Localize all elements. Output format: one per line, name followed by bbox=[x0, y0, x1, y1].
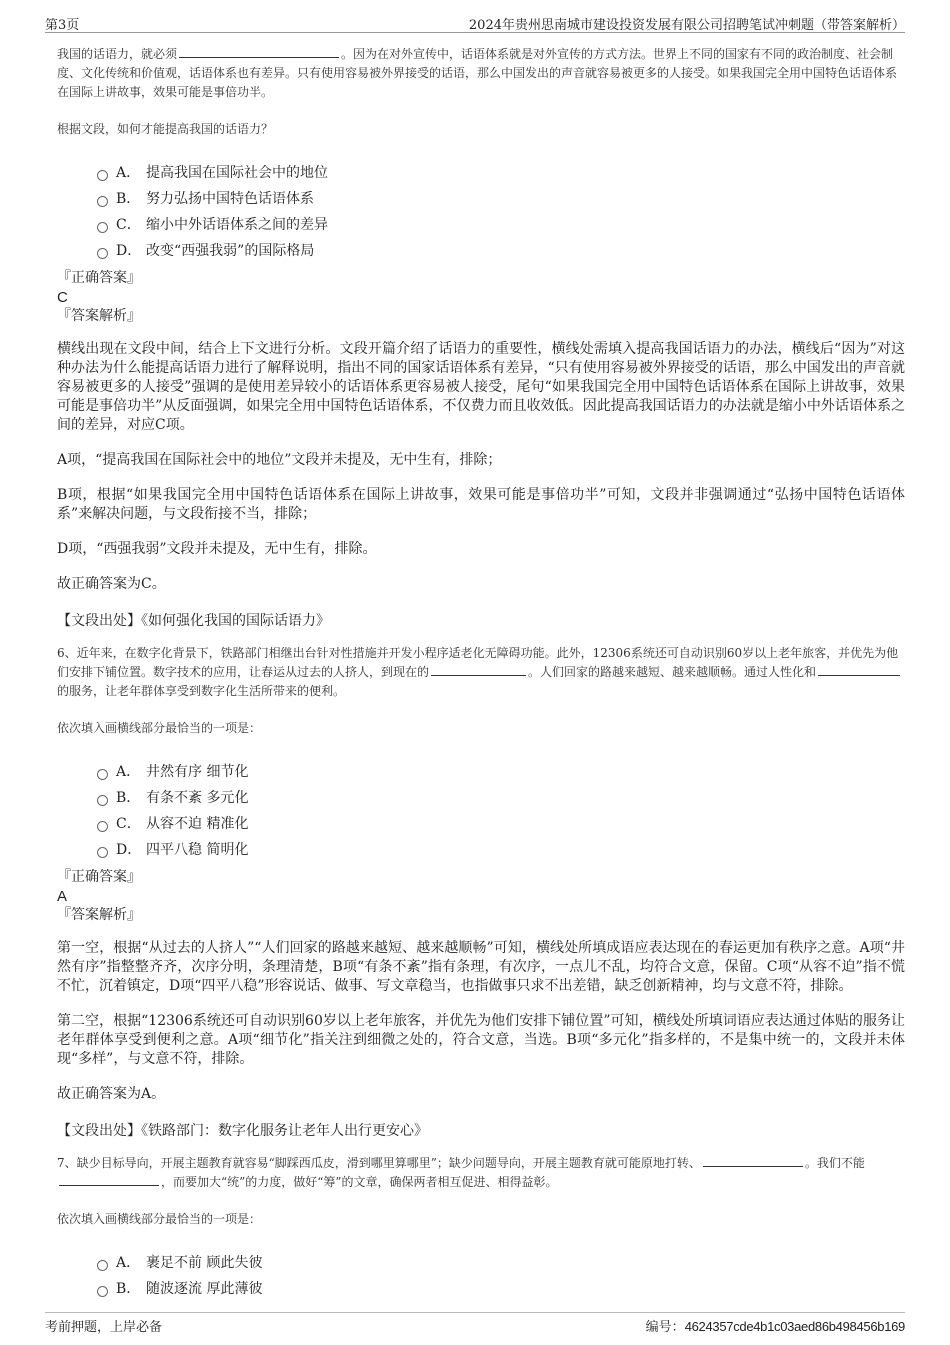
q5-blank bbox=[179, 45, 339, 58]
analysis-paragraph: 第一空，根据“从过去的人挤人”“人们回家的路越来越短、越来越顺畅”可知，横线处所填成语应表达现在的春运更加有秩序之意。A项“井然有序”指整整齐齐，次序分明，条理清楚，B项“有条不紊”指有条理，有次序，一点儿不乱，均符合文意，保留。C项“从容不迫”指不慌不忙，沉着镇定，D项“四平八稳”形容说话、做事、写文章稳当，也指做事只求不出差错，缺乏创新精神，均与文意不符，排除。 bbox=[57, 940, 905, 994]
q5-option-a[interactable] bbox=[97, 159, 905, 185]
page-number: 第3页 bbox=[45, 18, 80, 33]
q7-passage-part-b: 。我们不能 bbox=[804, 1156, 865, 1170]
q5-passage-part-b: 。因为在对外宣传中，话语体系就是对外宣传的方式方法。世界上不同的国家有不同的政治制度、社会制度、文化传统和价值观，话语体系也有差异。只有使用容易被外界接受的话语，那么中国发出的声音就容易被更多的人接受。如果我国完全用中国特色话语体系在国际上讲故事，效果可能是事倍功半。 bbox=[57, 47, 898, 99]
page-footer bbox=[45, 1312, 905, 1335]
q6-source: 【文段出处】《铁路部门：数字化服务让老年人出行更安心》 bbox=[57, 1123, 428, 1139]
q6-passage bbox=[57, 644, 905, 701]
q5-answer: C bbox=[57, 289, 68, 306]
option-letter: B． bbox=[116, 191, 141, 207]
q7-options bbox=[97, 1249, 905, 1301]
q6-blank-2 bbox=[818, 663, 900, 676]
radio-icon[interactable] bbox=[97, 795, 108, 806]
q5-source: 【文段出处】《如何强化我国的国际话语力》 bbox=[57, 613, 330, 629]
option-text: 有条不紊 多元化 bbox=[146, 790, 249, 806]
document-title: 2024年贵州思南城市建设投资发展有限公司招聘笔试冲刺题（带答案解析） bbox=[468, 18, 905, 33]
q6-analysis-label: 『答案解析』 bbox=[57, 907, 141, 923]
radio-icon[interactable] bbox=[97, 170, 108, 181]
q6-answer-label: 『正确答案』 bbox=[57, 869, 141, 885]
q6-option-c[interactable] bbox=[97, 810, 905, 836]
option-letter: A． bbox=[116, 764, 141, 780]
option-letter: B． bbox=[116, 1281, 141, 1297]
q5-prompt: 根据文段，如何才能提高我国的话语力？ bbox=[57, 122, 274, 136]
footer-code bbox=[646, 1316, 905, 1335]
q5-options bbox=[97, 159, 905, 263]
radio-icon[interactable] bbox=[97, 769, 108, 780]
q5-passage bbox=[57, 45, 905, 102]
q6-options bbox=[97, 758, 905, 862]
analysis-paragraph: D项，“西强我弱”文段并未提及，无中生有，排除。 bbox=[57, 541, 377, 557]
q7-passage bbox=[57, 1154, 905, 1192]
option-text: 提高我国在国际社会中的地位 bbox=[146, 165, 328, 181]
q7-option-a[interactable] bbox=[97, 1249, 905, 1275]
radio-icon[interactable] bbox=[97, 196, 108, 207]
page-header bbox=[45, 12, 905, 33]
radio-icon[interactable] bbox=[97, 821, 108, 832]
q7-prompt: 依次填入画横线部分最恰当的一项是： bbox=[57, 1212, 262, 1226]
footer-slogan: 考前押题，上岸必备 bbox=[45, 1320, 163, 1335]
option-letter: B． bbox=[116, 790, 141, 806]
radio-icon[interactable] bbox=[97, 248, 108, 259]
radio-icon[interactable] bbox=[97, 1260, 108, 1271]
q6-prompt: 依次填入画横线部分最恰当的一项是： bbox=[57, 721, 262, 735]
q7-option-b[interactable] bbox=[97, 1275, 905, 1301]
option-text: 从容不迫 精准化 bbox=[146, 816, 249, 832]
option-letter: C． bbox=[116, 217, 141, 233]
radio-icon[interactable] bbox=[97, 847, 108, 858]
option-letter: A． bbox=[116, 165, 141, 181]
q6-passage-part-a: 6、近年来，在数字化背景下，铁路部门相继出台针对性措施并开发小程序适老化无障碍功能。此外，12306系统还可自动识别60岁以上老年旅客，并优先为他们安排下铺位置。数字技术的应用，让春运从过去的人挤人，到现在的 bbox=[57, 646, 899, 679]
q7-passage-part-a: 7、缺少目标导向，开展主题教育就容易“脚踩西瓜皮，滑到哪里算哪里”；缺少问题导向，开展主题教育就可能原地打转、 bbox=[57, 1156, 701, 1170]
analysis-paragraph: B项，根据“如果我国完全用中国特色话语体系在国际上讲故事，效果可能是事倍功半”可知，文段并非强调通过“弘扬中国特色话语体系”来解决问题，与文段衔接不当，排除； bbox=[57, 487, 905, 522]
main-content bbox=[57, 45, 905, 1301]
option-text: 随波逐流 厚此薄彼 bbox=[146, 1281, 263, 1297]
code-label: 编号： bbox=[645, 1320, 685, 1335]
q5-option-c[interactable] bbox=[97, 211, 905, 237]
q6-option-a[interactable] bbox=[97, 758, 905, 784]
q7-blank-2 bbox=[59, 1173, 159, 1186]
analysis-paragraph: A项，“提高我国在国际社会中的地位”文段并未提及，无中生有，排除； bbox=[57, 452, 502, 468]
option-letter: A． bbox=[116, 1255, 141, 1271]
q6-analysis bbox=[57, 939, 905, 1104]
q5-analysis bbox=[57, 340, 905, 594]
q6-option-b[interactable] bbox=[97, 784, 905, 810]
q6-passage-part-c: 的服务，让老年群体享受到数字化生活所带来的便利。 bbox=[57, 684, 346, 698]
radio-icon[interactable] bbox=[97, 1286, 108, 1297]
q5-passage-part-a: 我国的话语力，就必须 bbox=[57, 47, 178, 61]
analysis-paragraph: 横线出现在文段中间，结合上下文进行分析。文段开篇介绍了话语力的重要性，横线处需填入提高我国话语力的办法，横线后“因为”对这种办法为什么能提高话语力进行了解释说明，指出不同的国家话语体系有差异，“只有使用容易被外界接受的话语，那么中国发出的声音就容易被更多的人接受”强调的是使用差异较小的话语体系更容易被人接受，尾句“如果我国完全用中国特色话语体系在国际上讲故事，效果可能是事倍功半”从反面强调，如果完全用中国特色话语体系，不仅费力而且收效低。因此提高我国话语力的办法就是缩小中外话语体系之间的差异，对应C项。 bbox=[57, 341, 905, 433]
option-text: 四平八稳 简明化 bbox=[146, 842, 249, 858]
option-letter: D． bbox=[116, 842, 142, 858]
option-text: 改变“西强我弱”的国际格局 bbox=[146, 243, 315, 259]
q6-option-d[interactable] bbox=[97, 836, 905, 862]
q6-blank-1 bbox=[431, 663, 526, 676]
q5-option-d[interactable] bbox=[97, 237, 905, 263]
option-text: 裹足不前 顾此失彼 bbox=[146, 1255, 263, 1271]
analysis-paragraph: 故正确答案为A。 bbox=[57, 1086, 166, 1102]
q6-answer: A bbox=[57, 888, 68, 905]
radio-icon[interactable] bbox=[97, 222, 108, 233]
analysis-paragraph: 故正确答案为C。 bbox=[57, 576, 166, 592]
option-text: 缩小中外话语体系之间的差异 bbox=[146, 217, 328, 233]
q7-passage-part-c: ，而要加大“统”的力度，做好“筹”的文章，确保两者相互促进、相得益彰。 bbox=[161, 1175, 558, 1189]
option-text: 井然有序 细节化 bbox=[146, 764, 249, 780]
q5-answer-label: 『正确答案』 bbox=[57, 270, 141, 286]
option-letter: C． bbox=[116, 816, 141, 832]
analysis-paragraph: 第二空，根据“12306系统还可自动识别60岁以上老年旅客，并优先为他们安排下铺位置”可知，横线处所填词语应表达通过体贴的服务让老年群体享受到便利之意。A项“细节化”指关注到细微之处的，符合文意，当选。B项“多元化”指多样的，不是集中统一的，文段并未体现“多样”，与文意不符，排除。 bbox=[57, 1013, 905, 1067]
option-text: 努力弘扬中国特色话语体系 bbox=[146, 191, 314, 207]
option-letter: D． bbox=[116, 243, 142, 259]
q5-analysis-label: 『答案解析』 bbox=[57, 308, 141, 324]
q7-blank-1 bbox=[703, 1154, 803, 1167]
code-value: 4624357cde4b1c03aed86b498456b169 bbox=[684, 1319, 905, 1334]
q5-option-b[interactable] bbox=[97, 185, 905, 211]
q6-passage-part-b: 。人们回家的路越来越短、越来越顺畅。通过人性化和 bbox=[528, 665, 817, 679]
